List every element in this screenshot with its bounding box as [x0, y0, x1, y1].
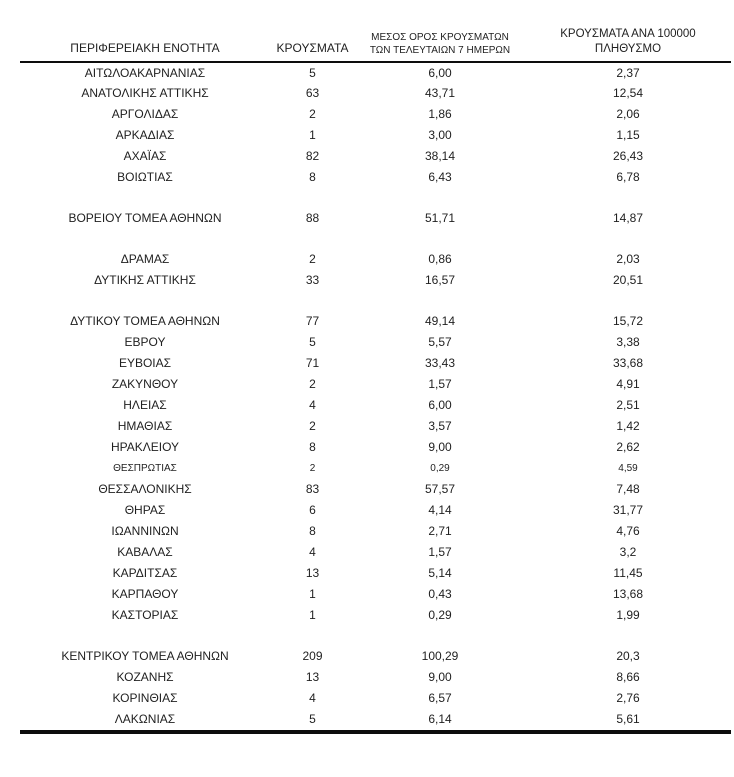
table-row: [20, 500, 731, 521]
per-100k-cell: 6,78: [616, 170, 640, 185]
cases-cell: 4: [309, 691, 316, 706]
cases-cell: 13: [305, 566, 320, 581]
per-100k-cell: 2,76: [616, 691, 640, 706]
avg-7d-cell: 4,14: [428, 503, 452, 518]
avg-7d-cell: 16,57: [424, 273, 456, 288]
table-row: [20, 584, 731, 605]
table-row: [20, 479, 731, 500]
region-cell: ΗΡΑΚΛΕΙΟΥ: [110, 440, 180, 455]
per-100k-cell: 4,59: [618, 462, 638, 474]
table-header: [20, 27, 731, 62]
avg-7d-cell: 6,57: [428, 691, 452, 706]
cases-cell: 1: [309, 128, 316, 143]
cases-cell: 83: [305, 482, 320, 497]
per-100k-cell: 1,42: [616, 419, 640, 434]
region-cell: ΕΥΒΟΙΑΣ: [118, 356, 172, 371]
avg-7d-cell: 49,14: [424, 314, 456, 329]
per-100k-cell: 2,62: [616, 440, 640, 455]
region-cell: ΑΧΑΪΑΣ: [123, 149, 167, 164]
cases-cell: 82: [305, 149, 320, 164]
header-region: [20, 27, 270, 62]
cases-cell: 71: [305, 356, 320, 371]
avg-7d-cell: 38,14: [424, 149, 456, 164]
region-cell: ΑΡΚΑΔΙΑΣ: [115, 128, 175, 143]
table-row: [20, 125, 731, 146]
per-100k-cell: 3,38: [616, 335, 640, 350]
avg-7d-cell: 6,00: [428, 65, 452, 80]
header-per-100k: [525, 27, 731, 62]
per-100k-cell: 15,72: [612, 314, 644, 329]
region-cell: ΖΑΚΥΝΘΟΥ: [111, 377, 179, 392]
cases-cell: 63: [305, 86, 320, 101]
table-row: [20, 605, 731, 626]
header-row: [20, 27, 731, 62]
avg-7d-cell: 1,57: [428, 545, 452, 560]
spacer-row: [20, 188, 731, 208]
per-100k-cell: 14,87: [612, 211, 644, 226]
region-cell: ΗΛΕΙΑΣ: [123, 398, 167, 413]
table-row: [20, 167, 731, 188]
region-cell: ΑΝΑΤΟΛΙΚΗΣ ΑΤΤΙΚΗΣ: [81, 86, 209, 101]
avg-7d-cell: 0,29: [428, 608, 452, 623]
spacer-cell: [20, 291, 731, 311]
avg-7d-cell: 9,00: [428, 670, 452, 685]
per-100k-cell: 5,61: [616, 712, 640, 727]
table-row: [20, 416, 731, 437]
per-100k-cell: 3,2: [619, 545, 637, 560]
region-cell: ΚΟΖΑΝΗΣ: [116, 670, 174, 685]
cases-cell: 6: [309, 503, 316, 518]
region-cell: ΚΑΒΑΛΑΣ: [117, 545, 173, 560]
per-100k-cell: 2,03: [616, 252, 640, 267]
spacer-row: [20, 229, 731, 249]
cases-cell: 4: [309, 545, 316, 560]
cases-cell: 5: [309, 65, 316, 80]
avg-7d-cell: 43,71: [424, 86, 456, 101]
region-cell: ΚΕΝΤΡΙΚΟΥ ΤΟΜΕΑ ΑΘΗΝΩΝ: [61, 649, 229, 664]
per-100k-cell: 1,15: [616, 128, 640, 143]
region-cell: ΚΑΡΔΙΤΣΑΣ: [112, 566, 178, 581]
spacer-cell: [20, 229, 731, 249]
table-row: [20, 542, 731, 563]
table-row: [20, 83, 731, 104]
header-region-label: ΠΕΡΙΦΕΡΕΙΑΚΗ ΕΝΟΤΗΤΑ: [70, 41, 220, 56]
table-body: [20, 62, 731, 730]
avg-7d-cell: 33,43: [424, 356, 456, 371]
per-100k-cell: 31,77: [612, 503, 644, 518]
cases-cell: 88: [305, 211, 320, 226]
avg-7d-cell: 9,00: [428, 440, 452, 455]
table-row: [20, 249, 731, 270]
cases-cell: 2: [309, 252, 316, 267]
avg-7d-cell: 1,57: [428, 377, 452, 392]
region-cell: ΛΑΚΩΝΙΑΣ: [114, 712, 176, 727]
per-100k-cell: 13,68: [612, 587, 644, 602]
region-cell: ΘΕΣΠΡΩΤΙΑΣ: [113, 462, 177, 474]
table-row: [20, 667, 731, 688]
cases-cell: 2: [309, 107, 316, 122]
avg-7d-cell: 3,00: [428, 128, 452, 143]
avg-7d-cell: 5,14: [428, 566, 452, 581]
per-100k-cell: 4,91: [616, 377, 640, 392]
per-100k-cell: 1,99: [616, 608, 640, 623]
per-100k-cell: 2,06: [616, 107, 640, 122]
regional-cases-table-wrap: [20, 27, 731, 734]
cases-cell: 5: [309, 712, 316, 727]
per-100k-cell: 2,37: [616, 65, 640, 80]
cases-cell: 2: [309, 377, 316, 392]
region-cell: ΔΥΤΙΚΟΥ ΤΟΜΕΑ ΑΘΗΝΩΝ: [70, 314, 220, 329]
table-row: [20, 374, 731, 395]
avg-7d-cell: 6,00: [428, 398, 452, 413]
table-row: [20, 646, 731, 667]
avg-7d-cell: 5,57: [428, 335, 452, 350]
region-cell: ΚΟΡΙΝΘΙΑΣ: [112, 691, 178, 706]
table-row: [20, 563, 731, 584]
per-100k-cell: 20,51: [612, 273, 644, 288]
table-row: [20, 104, 731, 125]
table-row: [20, 62, 731, 83]
table-row: [20, 688, 731, 709]
avg-7d-cell: 1,86: [428, 107, 452, 122]
cases-cell: 209: [302, 649, 323, 664]
table-row: [20, 458, 731, 479]
per-100k-cell: 20,3: [616, 649, 640, 664]
table-row: [20, 332, 731, 353]
cases-cell: 2: [309, 419, 316, 434]
header-avg-7d-label-line1: ΜΕΣΟΣ ΟΡΟΣ ΚΡΟΥΣΜΑΤΩΝ: [371, 31, 509, 43]
header-avg-7d: [355, 27, 525, 62]
header-cases-label: ΚΡΟΥΣΜΑΤΑ: [276, 41, 349, 56]
avg-7d-cell: 0,43: [428, 587, 452, 602]
cases-cell: 8: [309, 170, 316, 185]
region-cell: ΚΑΣΤΟΡΙΑΣ: [111, 608, 179, 623]
region-cell: ΒΟΡΕΙΟΥ ΤΟΜΕΑ ΑΘΗΝΩΝ: [68, 211, 222, 226]
per-100k-cell: 33,68: [612, 356, 644, 371]
per-100k-cell: 7,48: [616, 482, 640, 497]
per-100k-cell: 11,45: [613, 566, 643, 581]
cases-cell: 1: [309, 608, 316, 623]
header-per-100k-label-line1: ΚΡΟΥΣΜΑΤΑ ΑΝΑ 100000: [560, 28, 696, 40]
cases-cell: 1: [309, 587, 316, 602]
avg-7d-cell: 6,14: [428, 712, 452, 727]
region-cell: ΑΡΓΟΛΙΔΑΣ: [111, 107, 179, 122]
avg-7d-cell: 100,29: [421, 649, 459, 664]
cases-cell: 8: [309, 524, 316, 539]
avg-7d-cell: 0,29: [430, 462, 450, 474]
cases-cell: 13: [305, 670, 320, 685]
per-100k-cell: 12,54: [612, 86, 644, 101]
per-100k-cell: 26,43: [612, 149, 644, 164]
avg-7d-cell: 51,71: [424, 211, 456, 226]
region-cell: ΔΡΑΜΑΣ: [120, 252, 170, 267]
cases-cell: 5: [309, 335, 316, 350]
region-cell: ΘΕΣΣΑΛΟΝΙΚΗΣ: [98, 482, 192, 497]
per-100k-cell: 8,66: [616, 670, 640, 685]
table-row: [20, 521, 731, 542]
table-row: [20, 353, 731, 374]
table-row: [20, 311, 731, 332]
avg-7d-cell: 3,57: [428, 419, 452, 434]
cases-cell: 77: [305, 314, 320, 329]
per-100k-cell: 2,51: [616, 398, 640, 413]
header-cases: [270, 27, 355, 62]
header-avg-7d-label-line2: ΤΩΝ ΤΕΛΕΥΤΑΙΩΝ 7 ΗΜΕΡΩΝ: [369, 44, 511, 56]
cases-cell: 2: [309, 462, 316, 474]
table-row: [20, 146, 731, 167]
region-cell: ΔΥΤΙΚΗΣ ΑΤΤΙΚΗΣ: [94, 273, 196, 288]
spacer-cell: [20, 626, 731, 646]
per-100k-cell: 4,76: [616, 524, 640, 539]
region-cell: ΒΟΙΩΤΙΑΣ: [117, 170, 173, 185]
avg-7d-cell: 57,57: [424, 482, 456, 497]
bottom-double-rule: [20, 730, 731, 734]
cases-cell: 33: [305, 273, 320, 288]
region-cell: ΚΑΡΠΑΘΟΥ: [111, 587, 179, 602]
region-cell: ΘΗΡΑΣ: [124, 503, 166, 518]
spacer-row: [20, 626, 731, 646]
regional-cases-table: [20, 27, 731, 730]
avg-7d-cell: 0,86: [428, 252, 452, 267]
region-cell: ΙΩΑΝΝΙΝΩΝ: [111, 524, 179, 539]
spacer-cell: [20, 188, 731, 208]
cases-cell: 8: [309, 440, 316, 455]
cases-cell: 4: [309, 398, 316, 413]
header-per-100k-label-line2: ΠΛΗΘΥΣΜΟ: [594, 42, 662, 55]
table-row: [20, 270, 731, 291]
spacer-row: [20, 291, 731, 311]
region-cell: ΗΜΑΘΙΑΣ: [117, 419, 173, 434]
table-row: [20, 437, 731, 458]
avg-7d-cell: 2,71: [428, 524, 452, 539]
region-cell: ΕΒΡΟΥ: [124, 335, 166, 350]
region-cell: ΑΙΤΩΛΟΑΚΑΡΝΑΝΙΑΣ: [84, 65, 206, 80]
table-row: [20, 208, 731, 229]
avg-7d-cell: 6,43: [428, 170, 452, 185]
table-row: [20, 395, 731, 416]
table-row: [20, 709, 731, 730]
